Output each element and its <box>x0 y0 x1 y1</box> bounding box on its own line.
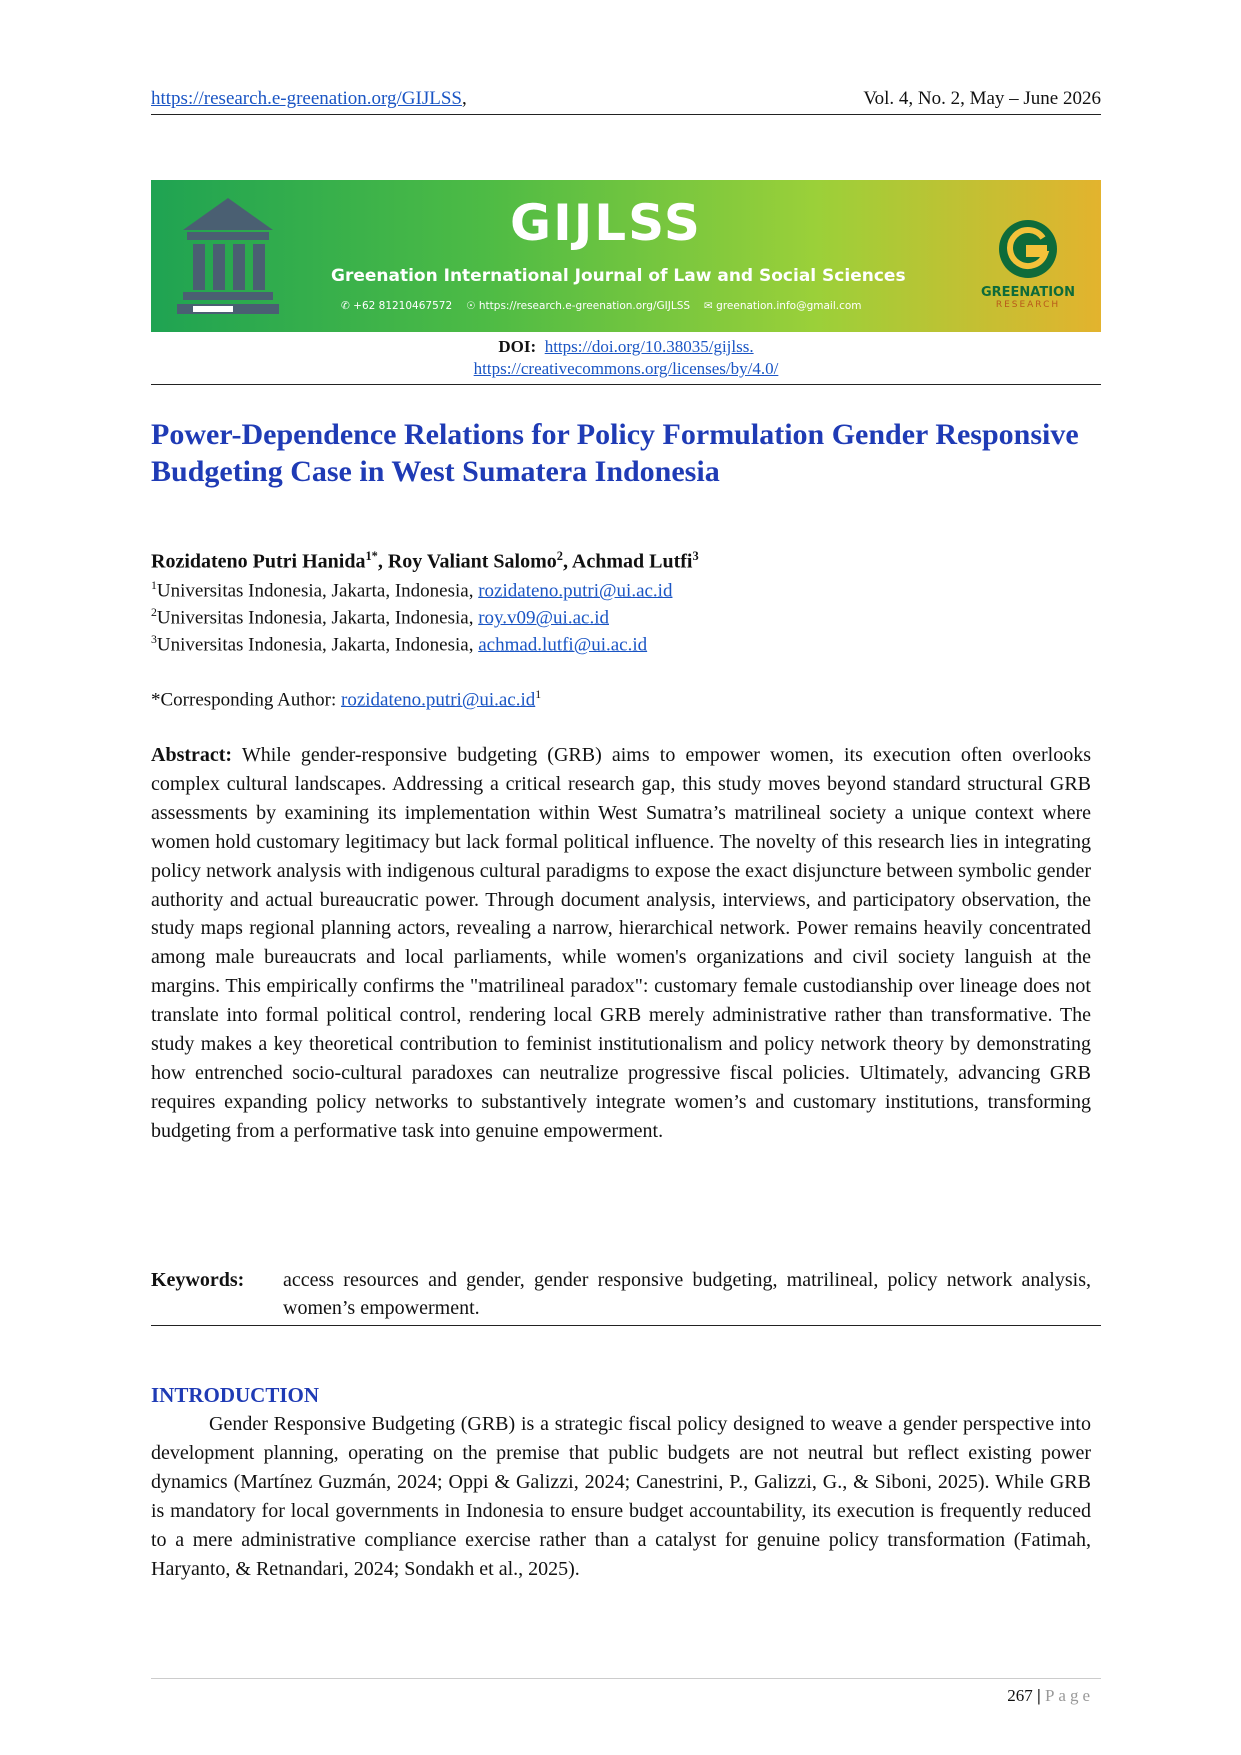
abstract-text: While gender-responsive budgeting (GRB) aims to empower women, its execution often overlooks complex cultural landscapes. Addressing a critical research gap, this study moves beyond standard structural GRB assessments by examining its implementation within West Sumatra’s matrilineal society a unique context where women hold customary legitimacy but lack formal political influence. The novelty of this research lies in integrating policy network analysis with indigenous cultural paradigms to expose the exact disjuncture between symbolic gender authority and actual bureaucratic power. Through document analysis, interviews, and participatory observation, the study maps regional planning actors, revealing a narrow, hierarchical network. Power remains heavily concentrated among male bureaucrats and local parliaments, while women's organizations and civil society languish at the margins. This empirically confirms the "matrilineal paradox": customary female custodianship over lineage does not translate into formal political control, rendering local GRB merely administrative rather than transformative. The study makes a key theoretical contribution to feminist institutionalism and policy network theory by demonstrating how entrenched socio-cultural paradoxes can neutralize progressive fiscal policies. Ultimately, advancing GRB requires expanding policy networks to substantively integrate women’s and customary institutions, transforming budgeting from a performative task into genuine empowerment. <box>151 744 1091 1142</box>
license-link[interactable]: https://creativecommons.org/licenses/by/4.0/ <box>473 359 779 378</box>
doi-link[interactable]: https://doi.org/10.38035/gijlss. <box>544 337 754 356</box>
paper-title: Power-Dependence Relations for Policy Formulation Gender Responsive Budgeting Case in West Sumatera Indonesia <box>151 418 1079 488</box>
author-2: Roy Valiant Salomo <box>387 550 557 573</box>
header-divider <box>151 114 1101 115</box>
author-list: Rozidateno Putri Hanida$^{1*}$, Roy Valiant Salomo$^2$, Achmad Lutfi$^3$ <box>151 549 699 573</box>
courthouse-icon <box>173 194 283 319</box>
banner-subtitle: Greenation International Journal of Law and Social Sciences <box>331 266 906 286</box>
section-heading-introduction: INTRODUCTION <box>151 1383 320 1407</box>
affiliation-2-email[interactable]: roy.v09@ui.ac.id <box>478 607 609 629</box>
banner-email: ✉ greenation.info@gmail.com <box>704 300 862 312</box>
doi-divider <box>151 384 1101 385</box>
abstract <box>151 741 1091 1146</box>
keywords <box>151 1266 1091 1322</box>
page-footer: 267 | Page <box>1007 1686 1094 1705</box>
license-line <box>151 358 1101 380</box>
banner-contact <box>341 300 961 312</box>
journal-url[interactable]: https://research.e-greenation.org/GIJLSS, <box>151 88 467 109</box>
corresponding-email[interactable]: rozidateno.putri@ui.ac.id <box>341 689 536 711</box>
affiliation-1: $^1$Universitas Indonesia, Jakarta, Indonesia, rozidateno.putri@ui.ac.id <box>151 579 673 602</box>
doi-label: DOI: <box>498 337 537 356</box>
abstract-label: Abstract: <box>151 744 233 766</box>
affiliation-3: $^3$Universitas Indonesia, Jakarta, Indonesia, achmad.lutfi@ui.ac.id <box>151 633 648 656</box>
page-number: 267 <box>1007 1686 1033 1705</box>
page-label: Page <box>1044 1686 1094 1705</box>
affiliation-3-email[interactable]: achmad.lutfi@ui.ac.id <box>478 634 648 656</box>
keywords-label: Keywords: <box>151 1269 245 1291</box>
affiliation-2: $^2$Universitas Indonesia, Jakarta, Indonesia, roy.v09@ui.ac.id <box>151 606 609 629</box>
keywords-divider <box>151 1325 1101 1326</box>
logo-name: GREENATION <box>980 285 1075 300</box>
whatsapp-icon: ✆ <box>341 300 354 312</box>
affiliation-1-email[interactable]: rozidateno.putri@ui.ac.id <box>478 580 673 602</box>
corresponding-author: *Corresponding Author: $rozidateno.putri@ui.ac.id^1$ <box>151 688 542 711</box>
globe-icon: ☉ <box>466 300 479 312</box>
doi-block <box>151 336 1101 380</box>
footer-divider <box>151 1678 1101 1679</box>
author-3: Achmad Lutfi <box>571 550 693 573</box>
journal-banner <box>151 180 1101 332</box>
running-header <box>151 88 1101 110</box>
journal-url-link[interactable]: https://research.e-greenation.org/GIJLSS <box>151 88 462 109</box>
banner-website: ☉ https://research.e-greenation.org/GIJLSS <box>466 300 691 312</box>
volume-info: Vol. 4, No. 2, May – June 2026 <box>863 88 1101 109</box>
author-1: Rozidateno Putri Hanida <box>151 550 366 573</box>
greenation-logo <box>973 218 1083 310</box>
introduction-text: Gender Responsive Budgeting (GRB) is a strategic fiscal policy designed to weave a gender perspective into development planning, operating on the premise that public budgets are not neutral but reflect existing power dynamics (Martínez Guzmán, 2024; Oppi & Galizzi, 2024; Canestrini, P., Galizzi, G., & Siboni, 2025). While GRB is mandatory for local governments in Indonesia to ensure budget accountability, its execution is frequently reduced to a mere administrative compliance exercise rather than a catalyst for genuine policy transformation (Fatimah, Haryanto, & Retnandari, 2024; Sondakh et al., 2025). <box>151 1413 1091 1580</box>
banner-phone: ✆ +62 81210467572 <box>341 300 453 312</box>
mail-icon: ✉ <box>704 300 717 312</box>
keywords-text: access resources and gender, gender responsive budgeting, matrilineal, policy network analysis, women’s empowerment. <box>283 1269 1091 1319</box>
doi-line <box>151 336 1101 358</box>
logo-sub: RESEARCH <box>995 300 1061 310</box>
greenation-logo-icon <box>997 218 1059 280</box>
banner-title: GIJLSS <box>510 194 702 252</box>
